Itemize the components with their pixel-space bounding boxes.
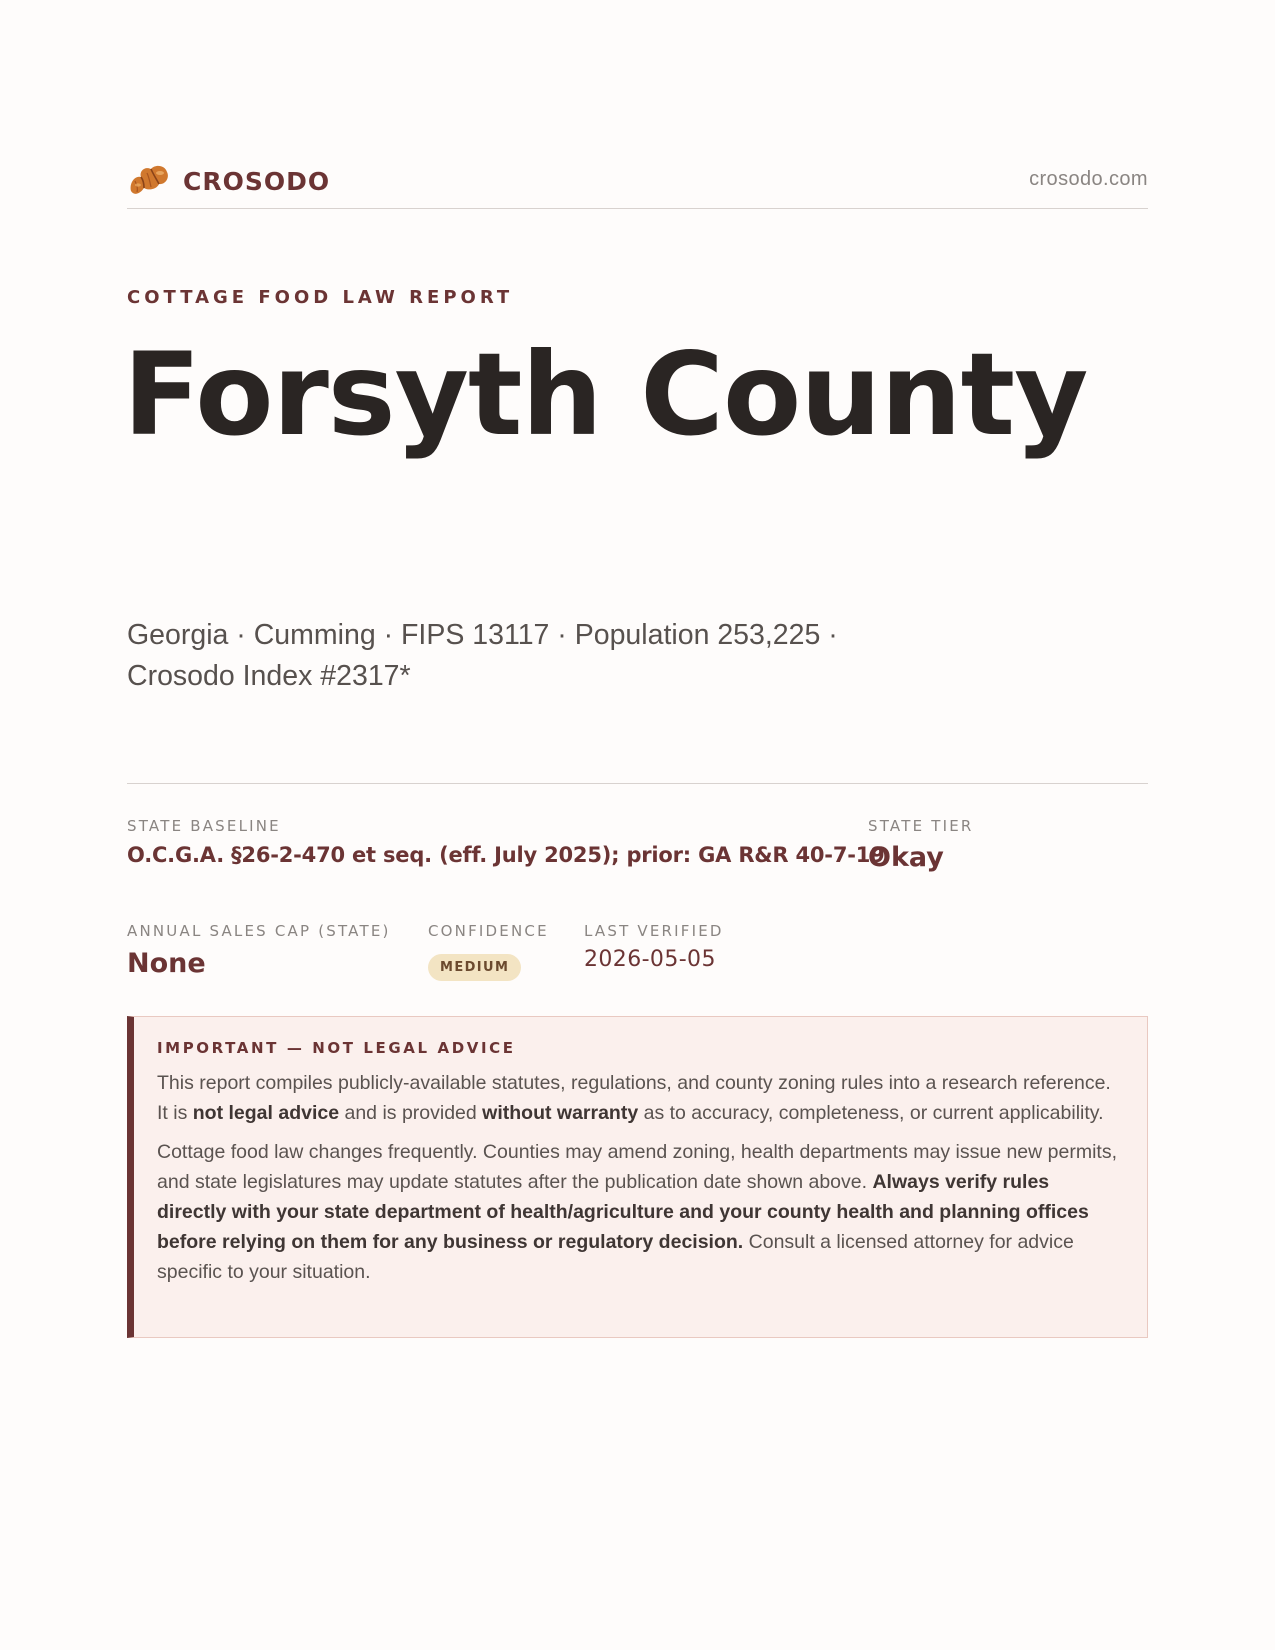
site-url[interactable]: crosodo.com [1029, 168, 1148, 190]
notice-text: as to accuracy, completeness, or current applicability. [638, 1102, 1104, 1124]
page-header [127, 158, 1148, 209]
last-verified-label: LAST VERIFIED [584, 922, 724, 940]
sales-cap-label: ANNUAL SALES CAP (STATE) [127, 922, 391, 940]
notice-text: Cottage food law changes frequently. Counties may amend zoning, health departments may issue new permits, and state legislatures may update statutes after the publication date shown above. [157, 1141, 1117, 1193]
state-tier-label: STATE TIER [868, 817, 974, 835]
notice-emphasis: not legal advice [192, 1102, 340, 1124]
last-verified-value: 2026-05-05 [584, 947, 716, 972]
state-tier-value: Okay [868, 842, 944, 873]
report-eyebrow: COTTAGE FOOD LAW REPORT [127, 287, 514, 308]
notice-paragraph-1 [157, 1068, 1123, 1128]
brand-name: CROSODO [183, 166, 331, 196]
report-page [123, 0, 1148, 1650]
state-baseline-value: O.C.G.A. §26-2-470 et seq. (eff. July 2025); prior: GA R&R 40-7-19 [127, 843, 885, 867]
notice-text: Consult a licensed attorney for advice specific to your situation. [157, 1231, 1074, 1283]
page-title: Forsyth County [123, 328, 1088, 461]
brand-logo[interactable] [127, 161, 330, 201]
notice-paragraph-2 [157, 1137, 1123, 1287]
notice-text: This report compiles publicly-available statutes, regulations, and county zoning rules into a research reference. It is [157, 1072, 1111, 1124]
county-summary-line-1: Georgia · Cumming · FIPS 13117 · Population 253,225 · [127, 619, 838, 651]
notice-title: IMPORTANT — NOT LEGAL ADVICE [157, 1039, 516, 1057]
notice-emphasis: Always verify rules directly with your state department of health/agriculture and your county health and planning offices before relying on them for any business or regulatory decision. [157, 1171, 1089, 1253]
notice-text: and is provided [339, 1102, 483, 1124]
county-summary-line-2: Crosodo Index #2317* [127, 660, 411, 692]
croissant-icon [127, 161, 171, 201]
state-baseline-label: STATE BASELINE [127, 817, 281, 835]
section-divider [127, 783, 1148, 784]
notice-emphasis: without warranty [482, 1102, 639, 1124]
legal-notice [127, 1016, 1148, 1338]
sales-cap-value: None [127, 948, 206, 979]
county-summary [127, 615, 887, 697]
confidence-badge: MEDIUM [428, 954, 521, 981]
confidence-label: CONFIDENCE [428, 922, 549, 940]
